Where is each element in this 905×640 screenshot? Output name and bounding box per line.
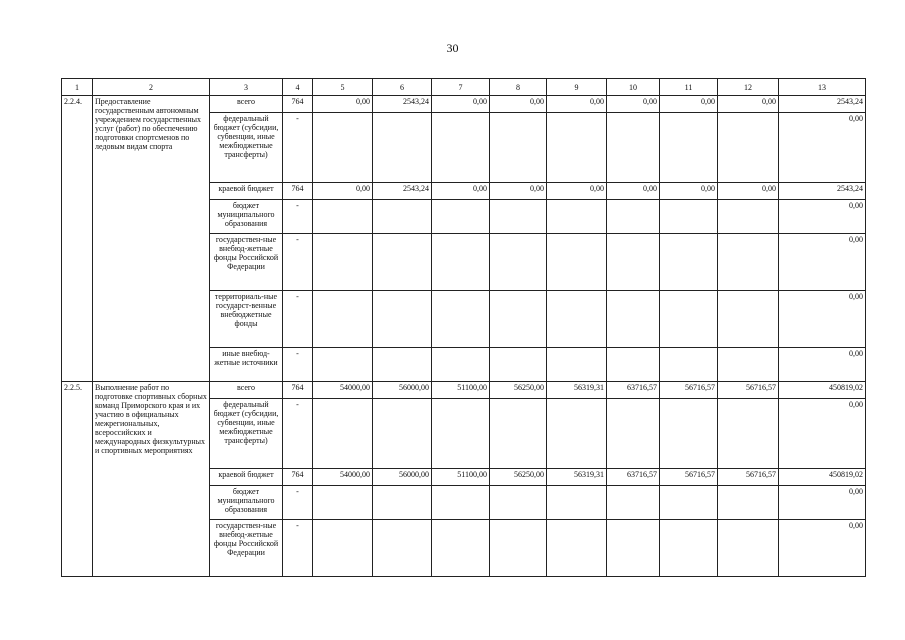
year-value-cell: [313, 399, 373, 469]
total-value-cell: 0,00: [779, 348, 866, 382]
funding-source: территориаль-ные государст-венные внебюджетные фонды: [210, 291, 283, 348]
year-value-cell: 2543,24: [373, 96, 432, 113]
header-cell: 4: [283, 79, 313, 96]
year-value-cell: [718, 291, 779, 348]
funding-source: краевой бюджет: [210, 469, 283, 486]
header-cell: 11: [660, 79, 718, 96]
year-value-cell: 51100,00: [432, 382, 490, 399]
funding-source: федеральный бюджет (субсидии, субвенции, иные межбюджетные трансферты): [210, 399, 283, 469]
year-value-cell: 0,00: [490, 183, 547, 200]
header-cell: 8: [490, 79, 547, 96]
year-value-cell: 56716,57: [660, 382, 718, 399]
total-value-cell: 0,00: [779, 234, 866, 291]
grbs-code: 764: [283, 96, 313, 113]
grbs-code: -: [283, 113, 313, 183]
year-value-cell: [432, 486, 490, 520]
grbs-code: -: [283, 291, 313, 348]
year-value-cell: [490, 200, 547, 234]
year-value-cell: [718, 348, 779, 382]
total-value-cell: 2543,24: [779, 183, 866, 200]
item-name: Предоставление государственным автономным учреждением государственных услуг (работ) по обеспечению подготовки спортсменов по ледовым видам спорта: [93, 96, 210, 382]
year-value-cell: [432, 234, 490, 291]
year-value-cell: 56716,57: [660, 469, 718, 486]
year-value-cell: 56319,31: [547, 382, 607, 399]
year-value-cell: 54000,00: [313, 382, 373, 399]
year-value-cell: 0,00: [432, 96, 490, 113]
funding-source: краевой бюджет: [210, 183, 283, 200]
year-value-cell: 0,00: [313, 96, 373, 113]
year-value-cell: [432, 291, 490, 348]
header-cell: 1: [62, 79, 93, 96]
year-value-cell: 56319,31: [547, 469, 607, 486]
year-value-cell: [607, 399, 660, 469]
header-cell: 6: [373, 79, 432, 96]
total-value-cell: 0,00: [779, 200, 866, 234]
year-value-cell: 0,00: [718, 96, 779, 113]
year-value-cell: [373, 348, 432, 382]
year-value-cell: [490, 348, 547, 382]
year-value-cell: [373, 520, 432, 577]
header-cell: 10: [607, 79, 660, 96]
year-value-cell: [373, 486, 432, 520]
year-value-cell: [432, 399, 490, 469]
header-cell: 3: [210, 79, 283, 96]
year-value-cell: [607, 520, 660, 577]
year-value-cell: [490, 399, 547, 469]
grbs-code: -: [283, 399, 313, 469]
year-value-cell: 0,00: [660, 96, 718, 113]
year-value-cell: [547, 486, 607, 520]
grbs-code: 764: [283, 382, 313, 399]
header-cell: 5: [313, 79, 373, 96]
year-value-cell: [373, 291, 432, 348]
total-value-cell: 2543,24: [779, 96, 866, 113]
year-value-cell: [547, 399, 607, 469]
total-value-cell: 0,00: [779, 399, 866, 469]
year-value-cell: [660, 291, 718, 348]
grbs-code: -: [283, 348, 313, 382]
total-value-cell: 450819,02: [779, 469, 866, 486]
total-value-cell: 0,00: [779, 291, 866, 348]
grbs-code: 764: [283, 469, 313, 486]
year-value-cell: 0,00: [432, 183, 490, 200]
header-row: [62, 79, 866, 96]
grbs-code: -: [283, 200, 313, 234]
year-value-cell: [490, 291, 547, 348]
year-value-cell: [313, 234, 373, 291]
year-value-cell: [373, 234, 432, 291]
header-cell: 2: [93, 79, 210, 96]
funding-source: всего: [210, 382, 283, 399]
item-code: 2.2.5.: [62, 382, 93, 577]
year-value-cell: [718, 520, 779, 577]
year-value-cell: [660, 234, 718, 291]
year-value-cell: 0,00: [547, 183, 607, 200]
year-value-cell: [490, 486, 547, 520]
year-value-cell: [313, 113, 373, 183]
year-value-cell: [313, 486, 373, 520]
year-value-cell: [607, 348, 660, 382]
year-value-cell: [718, 399, 779, 469]
year-value-cell: [547, 200, 607, 234]
year-value-cell: 0,00: [607, 96, 660, 113]
year-value-cell: [660, 486, 718, 520]
year-value-cell: [660, 520, 718, 577]
grbs-code: -: [283, 486, 313, 520]
funding-source: государствен-ные внебюд-жетные фонды Российской Федерации: [210, 520, 283, 577]
year-value-cell: 56000,00: [373, 469, 432, 486]
item-name: Выполнение работ по подготовке спортивных сборных команд Приморского края и их участию в официальных межрегиональных, всероссийских и международных физкультурных и спортивных мероприятиях: [93, 382, 210, 577]
table-row: [62, 96, 866, 113]
year-value-cell: 63716,57: [607, 382, 660, 399]
year-value-cell: [547, 291, 607, 348]
budget-table: [61, 78, 866, 577]
year-value-cell: [490, 113, 547, 183]
total-value-cell: 0,00: [779, 486, 866, 520]
year-value-cell: [547, 520, 607, 577]
total-value-cell: 0,00: [779, 113, 866, 183]
year-value-cell: 56250,00: [490, 382, 547, 399]
year-value-cell: [607, 113, 660, 183]
year-value-cell: [490, 234, 547, 291]
year-value-cell: 0,00: [607, 183, 660, 200]
grbs-code: -: [283, 234, 313, 291]
year-value-cell: [718, 234, 779, 291]
funding-source: бюджет муниципального образования: [210, 200, 283, 234]
total-value-cell: 0,00: [779, 520, 866, 577]
year-value-cell: [373, 113, 432, 183]
year-value-cell: [660, 200, 718, 234]
year-value-cell: [660, 348, 718, 382]
year-value-cell: 54000,00: [313, 469, 373, 486]
year-value-cell: [607, 291, 660, 348]
year-value-cell: 0,00: [313, 183, 373, 200]
funding-source: государствен-ные внебюд-жетные фонды Российской Федерации: [210, 234, 283, 291]
year-value-cell: 63716,57: [607, 469, 660, 486]
year-value-cell: [718, 113, 779, 183]
year-value-cell: 0,00: [718, 183, 779, 200]
year-value-cell: [432, 520, 490, 577]
funding-source: всего: [210, 96, 283, 113]
year-value-cell: 56000,00: [373, 382, 432, 399]
year-value-cell: [432, 200, 490, 234]
funding-source: иные внебюд-жетные источники: [210, 348, 283, 382]
header-cell: 7: [432, 79, 490, 96]
year-value-cell: [660, 113, 718, 183]
year-value-cell: 56250,00: [490, 469, 547, 486]
header-cell: 13: [779, 79, 866, 96]
year-value-cell: 51100,00: [432, 469, 490, 486]
year-value-cell: 2543,24: [373, 183, 432, 200]
year-value-cell: [313, 291, 373, 348]
year-value-cell: [313, 520, 373, 577]
year-value-cell: [607, 486, 660, 520]
grbs-code: -: [283, 520, 313, 577]
page-number: 30: [446, 41, 459, 55]
year-value-cell: [607, 200, 660, 234]
year-value-cell: 56716,57: [718, 382, 779, 399]
year-value-cell: 0,00: [490, 96, 547, 113]
year-value-cell: [313, 200, 373, 234]
year-value-cell: [718, 486, 779, 520]
table-body: [62, 79, 866, 577]
item-code: 2.2.4.: [62, 96, 93, 382]
year-value-cell: [313, 348, 373, 382]
year-value-cell: [432, 113, 490, 183]
year-value-cell: [547, 113, 607, 183]
header-cell: 12: [718, 79, 779, 96]
year-value-cell: [432, 348, 490, 382]
year-value-cell: [718, 200, 779, 234]
total-value-cell: 450819,02: [779, 382, 866, 399]
year-value-cell: [490, 520, 547, 577]
funding-source: бюджет муниципального образования: [210, 486, 283, 520]
year-value-cell: [547, 348, 607, 382]
year-value-cell: 56716,57: [718, 469, 779, 486]
year-value-cell: [547, 234, 607, 291]
year-value-cell: [373, 200, 432, 234]
table-row: [62, 382, 866, 399]
year-value-cell: [607, 234, 660, 291]
year-value-cell: 0,00: [547, 96, 607, 113]
funding-source: федеральный бюджет (субсидии, субвенции, иные межбюджетные трансферты): [210, 113, 283, 183]
year-value-cell: [660, 399, 718, 469]
year-value-cell: 0,00: [660, 183, 718, 200]
header-cell: 9: [547, 79, 607, 96]
grbs-code: 764: [283, 183, 313, 200]
year-value-cell: [373, 399, 432, 469]
